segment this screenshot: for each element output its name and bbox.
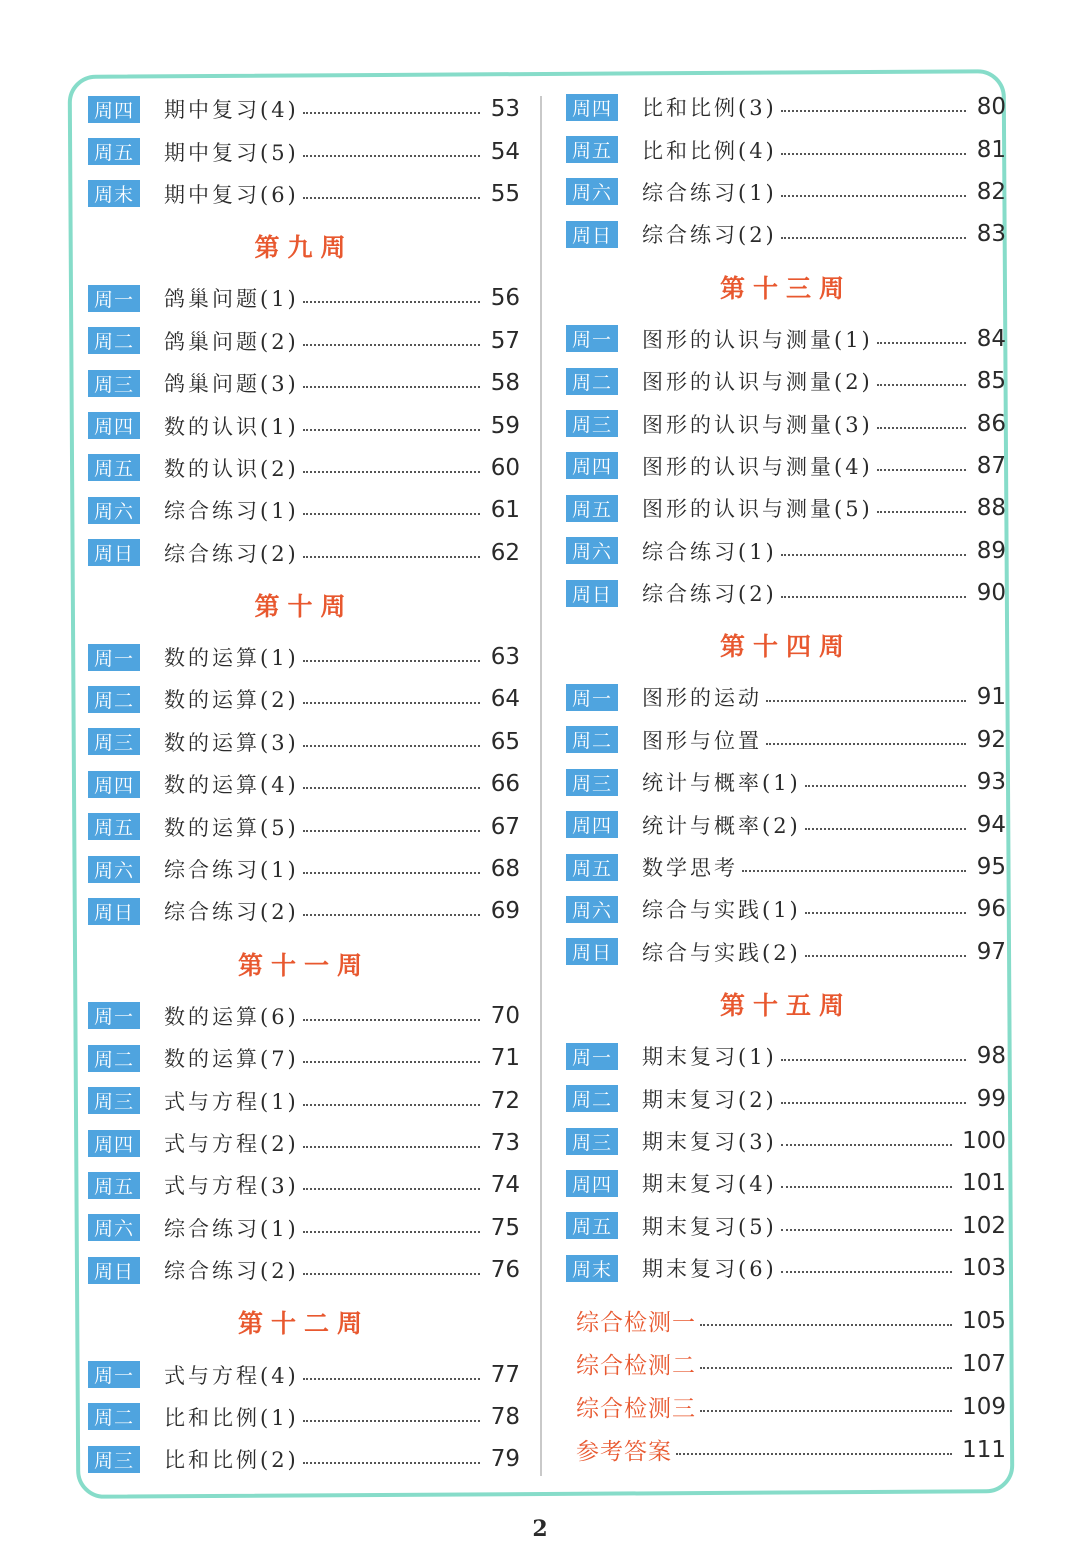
entry-page-number: 111 — [962, 1436, 1006, 1463]
toc-entry[interactable] — [88, 1438, 520, 1480]
entry-page-number: 96 — [976, 896, 1006, 923]
leader-dots — [303, 556, 480, 558]
entry-page-number: 56 — [490, 285, 520, 312]
day-badge: 周末 — [566, 1255, 618, 1282]
entry-title: 综合练习(2) — [164, 900, 299, 925]
leader-dots — [303, 1231, 480, 1233]
leader-dots — [805, 912, 966, 914]
week-heading: 第十四周 — [719, 632, 852, 662]
entry-page-number: 80 — [976, 94, 1006, 121]
entry-title: 图形的运动 — [642, 686, 762, 711]
toc-entry[interactable] — [88, 173, 520, 215]
leader-dots — [781, 195, 966, 197]
toc-entry[interactable] — [566, 318, 1006, 360]
entry-page-number: 78 — [490, 1403, 520, 1430]
toc-entry[interactable] — [566, 803, 1006, 845]
entry-page-number: 65 — [490, 728, 520, 755]
leader-dots — [303, 1462, 480, 1464]
day-badge: 周五 — [88, 454, 140, 481]
toc-entry[interactable] — [88, 1079, 520, 1121]
day-badge: 周五 — [566, 1212, 618, 1239]
day-badge: 周四 — [88, 1130, 140, 1157]
entry-title: 式与方程(3) — [164, 1174, 299, 1199]
week-heading: 第十五周 — [719, 991, 852, 1021]
leader-dots — [766, 700, 966, 702]
leader-dots — [877, 427, 966, 429]
leader-dots — [781, 1144, 952, 1146]
leader-dots — [877, 384, 966, 386]
entry-page-number: 70 — [490, 1002, 520, 1029]
leader-dots — [303, 1420, 480, 1422]
toc-entry[interactable] — [566, 360, 1006, 402]
entry-page-number: 64 — [490, 686, 520, 713]
day-badge: 周日 — [566, 938, 618, 965]
leader-dots — [805, 955, 966, 957]
entry-page-number: 82 — [976, 178, 1006, 205]
day-badge: 周一 — [88, 285, 140, 312]
day-badge: 周日 — [88, 898, 140, 925]
toc-entry[interactable] — [566, 86, 1006, 128]
entry-title: 期中复习(6) — [164, 182, 299, 207]
entry-title: 综合检测三 — [576, 1396, 696, 1423]
entry-title: 数的运算(3) — [164, 730, 299, 755]
entry-page-number: 100 — [962, 1128, 1006, 1154]
day-badge: 周四 — [566, 1170, 618, 1197]
entry-page-number: 66 — [490, 771, 520, 798]
day-badge: 周六 — [88, 856, 140, 883]
day-badge: 周日 — [566, 221, 618, 248]
toc-entry-extra[interactable] — [566, 1428, 1006, 1471]
day-badge: 周三 — [88, 1087, 140, 1114]
entry-title: 期末复习(5) — [642, 1214, 777, 1239]
entry-title: 综合检测二 — [576, 1353, 696, 1380]
entry-page-number: 60 — [490, 454, 520, 481]
day-badge: 周四 — [566, 452, 618, 479]
leader-dots — [303, 702, 480, 704]
entry-page-number: 94 — [976, 811, 1006, 838]
day-badge: 周六 — [566, 537, 618, 564]
entry-page-number: 87 — [976, 452, 1006, 479]
entry-page-number: 90 — [976, 580, 1006, 607]
toc-column-left — [88, 88, 520, 1481]
day-badge: 周一 — [88, 644, 140, 671]
toc-entry[interactable] — [88, 678, 520, 720]
toc-entry[interactable] — [566, 931, 1006, 973]
entry-title: 图形的认识与测量(4) — [642, 454, 873, 479]
leader-dots — [781, 1186, 952, 1188]
day-badge: 周二 — [88, 327, 140, 354]
leader-dots — [781, 237, 966, 239]
entry-title: 综合练习(2) — [164, 541, 299, 566]
toc-entry[interactable] — [566, 719, 1006, 761]
leader-dots — [303, 429, 480, 431]
toc-entry[interactable] — [88, 1249, 520, 1291]
day-badge: 周六 — [88, 1214, 140, 1241]
entry-title: 式与方程(4) — [164, 1363, 299, 1388]
entry-page-number: 95 — [976, 854, 1006, 881]
entry-page-number: 71 — [490, 1045, 520, 1072]
entry-page-number: 92 — [976, 726, 1006, 753]
entry-page-number: 61 — [490, 497, 520, 524]
toc-entry[interactable] — [566, 761, 1006, 803]
toc-entry[interactable] — [566, 1035, 1006, 1077]
leader-dots — [303, 513, 480, 515]
toc-entry[interactable] — [566, 530, 1006, 572]
day-badge: 周日 — [88, 1257, 140, 1284]
day-badge: 周五 — [566, 854, 618, 881]
leader-dots — [877, 469, 966, 471]
leader-dots — [781, 153, 966, 155]
entry-title: 比和比例(3) — [642, 96, 777, 121]
day-badge: 周四 — [566, 94, 618, 121]
entry-title: 期末复习(3) — [642, 1130, 777, 1154]
entry-page-number: 88 — [976, 495, 1006, 522]
day-badge: 周三 — [566, 410, 618, 437]
entry-title: 图形的认识与测量(5) — [642, 497, 873, 522]
entry-title: 期中复习(5) — [164, 140, 299, 165]
leader-dots — [781, 1229, 952, 1231]
week-heading: 第十周 — [254, 591, 354, 621]
leader-dots — [766, 743, 966, 745]
leader-dots — [303, 1273, 480, 1275]
day-badge: 周一 — [88, 1361, 140, 1388]
toc-column-right — [566, 86, 1006, 1471]
day-badge: 周日 — [88, 539, 140, 566]
entry-page-number: 84 — [976, 325, 1006, 352]
entry-page-number: 101 — [962, 1170, 1006, 1197]
toc-entry[interactable] — [566, 487, 1006, 529]
day-badge: 周六 — [566, 896, 618, 923]
toc-entry-extra[interactable] — [566, 1342, 1006, 1385]
entry-title: 期末复习(2) — [642, 1087, 777, 1112]
week-heading: 第十三周 — [719, 273, 852, 303]
toc-entry[interactable] — [88, 890, 520, 932]
entry-page-number: 75 — [490, 1214, 520, 1241]
toc-entry[interactable] — [88, 1037, 520, 1079]
entry-title: 式与方程(1) — [164, 1089, 299, 1114]
day-badge: 周五 — [566, 495, 618, 522]
day-badge: 周二 — [566, 368, 618, 395]
entry-page-number: 97 — [976, 938, 1006, 965]
week-heading: 第十二周 — [237, 1309, 370, 1339]
toc-entry[interactable] — [88, 320, 520, 362]
leader-dots — [303, 471, 480, 473]
entry-page-number: 53 — [490, 96, 520, 123]
day-badge: 周三 — [88, 370, 140, 397]
leader-dots — [303, 386, 480, 388]
entry-page-number: 83 — [976, 221, 1006, 248]
entry-title: 数的运算(4) — [164, 773, 299, 798]
entry-page-number: 99 — [976, 1085, 1006, 1112]
entry-title: 参考答案 — [576, 1439, 672, 1466]
entry-title: 图形的认识与测量(2) — [642, 370, 873, 395]
day-badge: 周二 — [88, 1403, 140, 1430]
toc-entry[interactable] — [88, 763, 520, 805]
toc-entry[interactable] — [566, 1205, 1006, 1247]
leader-dots — [877, 342, 966, 344]
toc-entry[interactable] — [88, 532, 520, 574]
entry-page-number: 74 — [490, 1172, 520, 1199]
entry-page-number: 98 — [976, 1043, 1006, 1070]
entry-page-number: 73 — [490, 1130, 520, 1156]
day-badge: 周一 — [566, 1043, 618, 1070]
entry-page-number: 69 — [490, 898, 520, 925]
entry-title: 期末复习(1) — [642, 1045, 777, 1070]
leader-dots — [303, 155, 480, 157]
week-heading: 第九周 — [254, 233, 354, 263]
entry-title: 比和比例(4) — [642, 138, 777, 163]
toc-entry[interactable] — [88, 805, 520, 847]
entry-title: 期末复习(6) — [642, 1257, 777, 1282]
toc-entry[interactable] — [566, 1247, 1006, 1289]
leader-dots — [303, 1146, 480, 1148]
leader-dots — [781, 1271, 952, 1273]
toc-entry[interactable] — [88, 1353, 520, 1395]
entry-page-number: 58 — [490, 370, 520, 397]
day-badge: 周三 — [566, 1128, 618, 1155]
toc-entry[interactable] — [88, 447, 520, 489]
day-badge: 周四 — [566, 811, 618, 838]
leader-dots — [781, 1102, 966, 1104]
entry-title: 数的认识(2) — [164, 456, 299, 481]
entry-page-number: 76 — [490, 1257, 520, 1284]
entry-page-number: 86 — [976, 410, 1006, 437]
entry-title: 综合练习(1) — [164, 858, 299, 883]
entry-title: 期中复习(4) — [164, 98, 299, 123]
section-gap — [566, 1289, 1006, 1299]
toc-entry[interactable] — [566, 171, 1006, 213]
leader-dots — [303, 1188, 480, 1190]
entry-page-number: 85 — [976, 368, 1006, 395]
leader-dots — [781, 554, 966, 556]
leader-dots — [781, 110, 966, 112]
entry-title: 综合练习(2) — [164, 1259, 299, 1284]
entry-title: 综合与实践(1) — [642, 898, 801, 923]
entry-page-number: 57 — [490, 327, 520, 354]
day-badge: 周六 — [566, 178, 618, 205]
toc-entry[interactable] — [88, 489, 520, 531]
entry-title: 数的运算(6) — [164, 1004, 299, 1029]
day-badge: 周四 — [88, 771, 140, 798]
entry-title: 比和比例(1) — [164, 1405, 299, 1430]
toc-entry[interactable] — [88, 404, 520, 446]
leader-dots — [700, 1367, 952, 1369]
leader-dots — [303, 1104, 480, 1106]
toc-entry[interactable] — [566, 213, 1006, 255]
leader-dots — [303, 301, 480, 303]
entry-page-number: 77 — [490, 1361, 520, 1388]
leader-dots — [303, 914, 480, 916]
entry-page-number: 109 — [962, 1393, 1006, 1420]
day-badge: 周日 — [566, 580, 618, 607]
leader-dots — [676, 1453, 952, 1455]
leader-dots — [700, 1324, 952, 1326]
toc-entry[interactable] — [88, 636, 520, 678]
toc-entry[interactable] — [566, 1120, 1006, 1162]
entry-page-number: 55 — [490, 180, 520, 207]
leader-dots — [781, 1059, 966, 1061]
entry-page-number: 91 — [976, 684, 1006, 711]
leader-dots — [700, 1410, 952, 1412]
week-heading: 第十一周 — [237, 950, 370, 980]
toc-entry[interactable] — [566, 572, 1006, 614]
entry-page-number: 54 — [490, 138, 520, 165]
entry-title: 综合检测一 — [576, 1310, 696, 1337]
toc-entry[interactable] — [566, 1077, 1006, 1119]
leader-dots — [303, 660, 480, 662]
toc-entry-extra[interactable] — [566, 1299, 1006, 1342]
entry-title: 数学思考 — [642, 856, 738, 881]
day-badge: 周二 — [88, 686, 140, 713]
leader-dots — [303, 1061, 480, 1063]
toc-entry[interactable] — [566, 846, 1006, 888]
toc-entry[interactable] — [566, 888, 1006, 930]
toc-entry[interactable] — [566, 1162, 1006, 1204]
entry-page-number: 67 — [490, 813, 520, 840]
toc-entry[interactable] — [88, 277, 520, 319]
entry-page-number: 62 — [490, 539, 520, 566]
leader-dots — [303, 745, 480, 747]
day-badge: 周五 — [566, 136, 618, 163]
entry-title: 综合练习(2) — [642, 223, 777, 248]
toc-entry[interactable] — [88, 1207, 520, 1249]
day-badge: 周四 — [88, 412, 140, 439]
day-badge: 周四 — [88, 96, 140, 123]
entry-title: 式与方程(2) — [164, 1132, 299, 1156]
toc-entry[interactable] — [566, 445, 1006, 487]
toc-entry[interactable] — [88, 848, 520, 890]
entry-title: 综合练习(1) — [164, 499, 299, 524]
day-badge: 周一 — [88, 1002, 140, 1029]
toc-entry[interactable] — [566, 128, 1006, 170]
day-badge: 周三 — [88, 1446, 140, 1473]
toc-entry[interactable] — [88, 721, 520, 763]
entry-title: 统计与概率(1) — [642, 771, 801, 796]
toc-entry[interactable] — [566, 676, 1006, 718]
entry-title: 综合练习(1) — [642, 539, 777, 564]
entry-title: 数的认识(1) — [164, 414, 299, 439]
toc-entry[interactable] — [88, 995, 520, 1037]
entry-page-number: 93 — [976, 769, 1006, 796]
entry-title: 鸽巢问题(2) — [164, 329, 299, 354]
toc-entry[interactable] — [88, 1164, 520, 1206]
entry-page-number: 59 — [490, 412, 520, 439]
day-badge: 周六 — [88, 497, 140, 524]
day-badge: 周二 — [566, 726, 618, 753]
day-badge: 周三 — [566, 769, 618, 796]
day-badge: 周二 — [566, 1085, 618, 1112]
entry-page-number: 63 — [490, 644, 520, 671]
entry-title: 比和比例(2) — [164, 1448, 299, 1473]
page-number: 2 — [532, 1516, 548, 1542]
leader-dots — [303, 1378, 480, 1380]
toc-entry[interactable] — [88, 130, 520, 172]
entry-page-number: 102 — [962, 1212, 1006, 1239]
day-badge: 周三 — [88, 728, 140, 755]
entry-title: 鸽巢问题(1) — [164, 287, 299, 312]
leader-dots — [805, 785, 966, 787]
leader-dots — [303, 787, 480, 789]
toc-entry[interactable] — [88, 1396, 520, 1438]
leader-dots — [303, 830, 480, 832]
entry-title: 综合练习(2) — [642, 582, 777, 607]
entry-title: 鸽巢问题(3) — [164, 372, 299, 397]
entry-title: 图形与位置 — [642, 728, 762, 753]
entry-page-number: 72 — [490, 1087, 520, 1114]
entry-title: 数的运算(5) — [164, 815, 299, 840]
day-badge: 周二 — [88, 1045, 140, 1072]
entry-title: 图形的认识与测量(3) — [642, 412, 873, 437]
entry-title: 图形的认识与测量(1) — [642, 327, 873, 352]
entry-title: 综合练习(1) — [642, 180, 777, 205]
leader-dots — [781, 596, 966, 598]
toc-entry[interactable] — [88, 88, 520, 130]
toc-entry[interactable] — [566, 402, 1006, 444]
toc-entry-extra[interactable] — [566, 1385, 1006, 1428]
entry-title: 综合练习(1) — [164, 1216, 299, 1241]
day-badge: 周一 — [566, 325, 618, 352]
entry-title: 统计与概率(2) — [642, 813, 801, 838]
day-badge: 周五 — [88, 813, 140, 840]
day-badge: 周五 — [88, 1172, 140, 1199]
entry-title: 数的运算(1) — [164, 646, 299, 671]
leader-dots — [303, 112, 480, 114]
toc-entry[interactable] — [88, 362, 520, 404]
leader-dots — [303, 197, 480, 199]
entry-page-number: 89 — [976, 537, 1006, 564]
entry-title: 综合与实践(2) — [642, 940, 801, 965]
day-badge: 周末 — [88, 180, 140, 207]
toc-entry[interactable] — [88, 1122, 520, 1164]
leader-dots — [742, 870, 966, 872]
entry-page-number: 79 — [490, 1446, 520, 1473]
entry-title: 数的运算(2) — [164, 688, 299, 713]
entry-title: 期末复习(4) — [642, 1172, 777, 1197]
day-badge: 周一 — [566, 684, 618, 711]
entry-page-number: 81 — [976, 136, 1006, 163]
day-badge: 周五 — [88, 138, 140, 165]
leader-dots — [877, 511, 966, 513]
leader-dots — [303, 872, 480, 874]
leader-dots — [805, 828, 966, 830]
entry-page-number: 107 — [962, 1350, 1006, 1377]
entry-page-number: 105 — [962, 1307, 1006, 1334]
entry-page-number: 103 — [962, 1255, 1006, 1282]
leader-dots — [303, 344, 480, 346]
entry-title: 数的运算(7) — [164, 1047, 299, 1072]
leader-dots — [303, 1019, 480, 1021]
column-divider — [540, 96, 542, 1476]
entry-page-number: 68 — [490, 856, 520, 883]
